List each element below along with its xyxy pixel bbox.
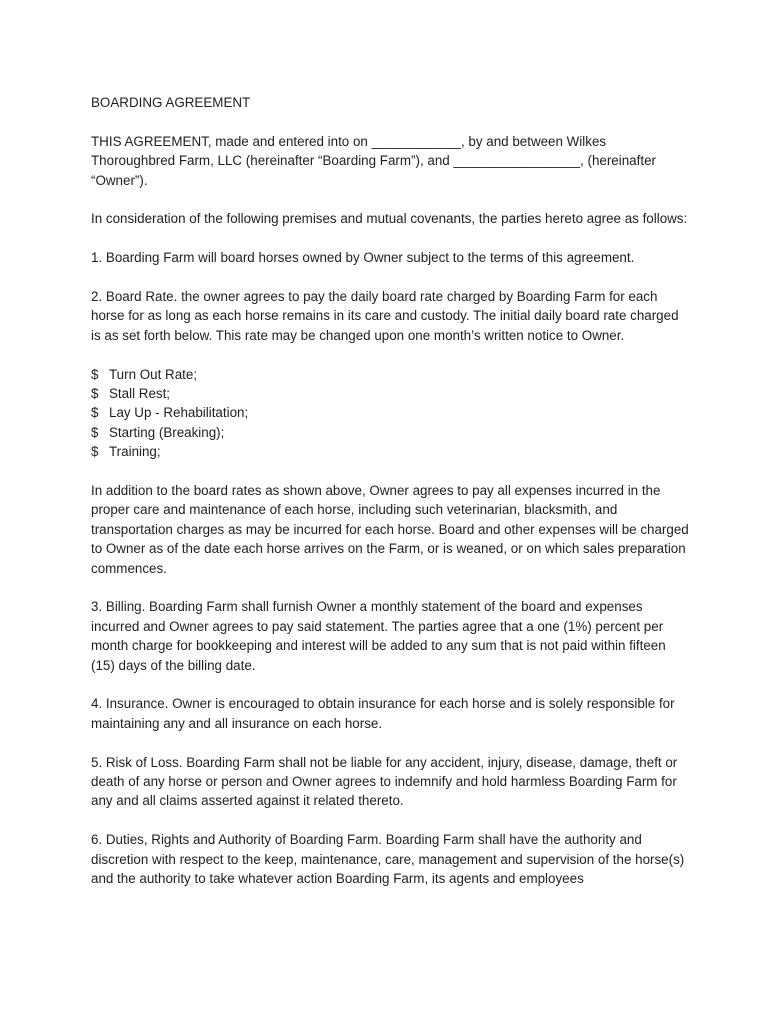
- rate-item: [91, 384, 691, 403]
- clause-1: 1. Boarding Farm will board horses owned by Owner subject to the terms of this agreement.: [91, 250, 635, 266]
- clause-3: 3. Billing. Boarding Farm shall furnish Owner a monthly statement of the board and expenses incurred and Owner agrees to pay said statement. The parties agree that a one (1%) percent per month charge for bookkeeping and interest will be added to any sum that is not paid within fifteen (15) days of the billing date.: [91, 599, 666, 673]
- rate-label: Turn Out Rate;: [109, 366, 198, 382]
- rate-label: Starting (Breaking);: [109, 424, 225, 440]
- rate-item: [91, 423, 691, 442]
- consideration-paragraph: In consideration of the following premises and mutual covenants, the parties hereto agree as follows:: [91, 211, 688, 227]
- rate-item: [91, 403, 691, 422]
- document-title: BOARDING AGREEMENT: [91, 95, 251, 110]
- expenses-paragraph: In addition to the board rates as shown above, Owner agrees to pay all expenses incurred in the proper care and maintenance of each horse, including such veterinarian, blacksmith, and transportation charges as may be incurred for each horse. Board and other expenses will be charged to Owner as of the date each horse arrives on the Farm, or is weaned, or on which sales preparation commences.: [91, 483, 689, 576]
- agreement-document: [91, 93, 691, 908]
- clause-2: 2. Board Rate. the owner agrees to pay the daily board rate charged by Boarding Farm for each horse for as long as each horse remains in its care and custody. The initial daily board rate charged is as set forth below. This rate may be changed upon one month’s written notice to Owner.: [91, 289, 679, 343]
- rate-currency: $: [91, 386, 99, 402]
- rate-currency: $: [91, 444, 99, 460]
- rate-label: Stall Rest;: [109, 386, 171, 402]
- clause-5: 5. Risk of Loss. Boarding Farm shall not be liable for any accident, injury, disease, damage, theft or death of any horse or person and Owner agrees to indemnify and hold harmless Boarding Farm for any and all claims asserted against it related thereto.: [91, 754, 678, 809]
- clause-6: 6. Duties, Rights and Authority of Boarding Farm. Boarding Farm shall have the authority and discretion with respect to the keep, maintenance, care, management and supervision of the horse(s) and the authority to take whatever action Boarding Farm, its agents and employees: [91, 832, 685, 887]
- rate-currency: $: [91, 405, 99, 421]
- intro-paragraph: THIS AGREEMENT, made and entered into on ____________, by and between Wilkes Thoroughbred Farm, LLC (hereinafter “Boarding Farm”), and _________________, (hereinafter “Owner”).: [91, 133, 656, 188]
- rate-item: [91, 442, 691, 461]
- rate-list: [91, 365, 691, 462]
- rate-item: [91, 365, 691, 384]
- rate-currency: $: [91, 366, 99, 382]
- rate-label: Training;: [109, 444, 161, 460]
- clause-4: 4. Insurance. Owner is encouraged to obtain insurance for each horse and is solely responsible for maintaining any and all insurance on each horse.: [91, 696, 675, 731]
- rate-label: Lay Up - Rehabilitation;: [109, 405, 249, 421]
- rate-currency: $: [91, 424, 99, 440]
